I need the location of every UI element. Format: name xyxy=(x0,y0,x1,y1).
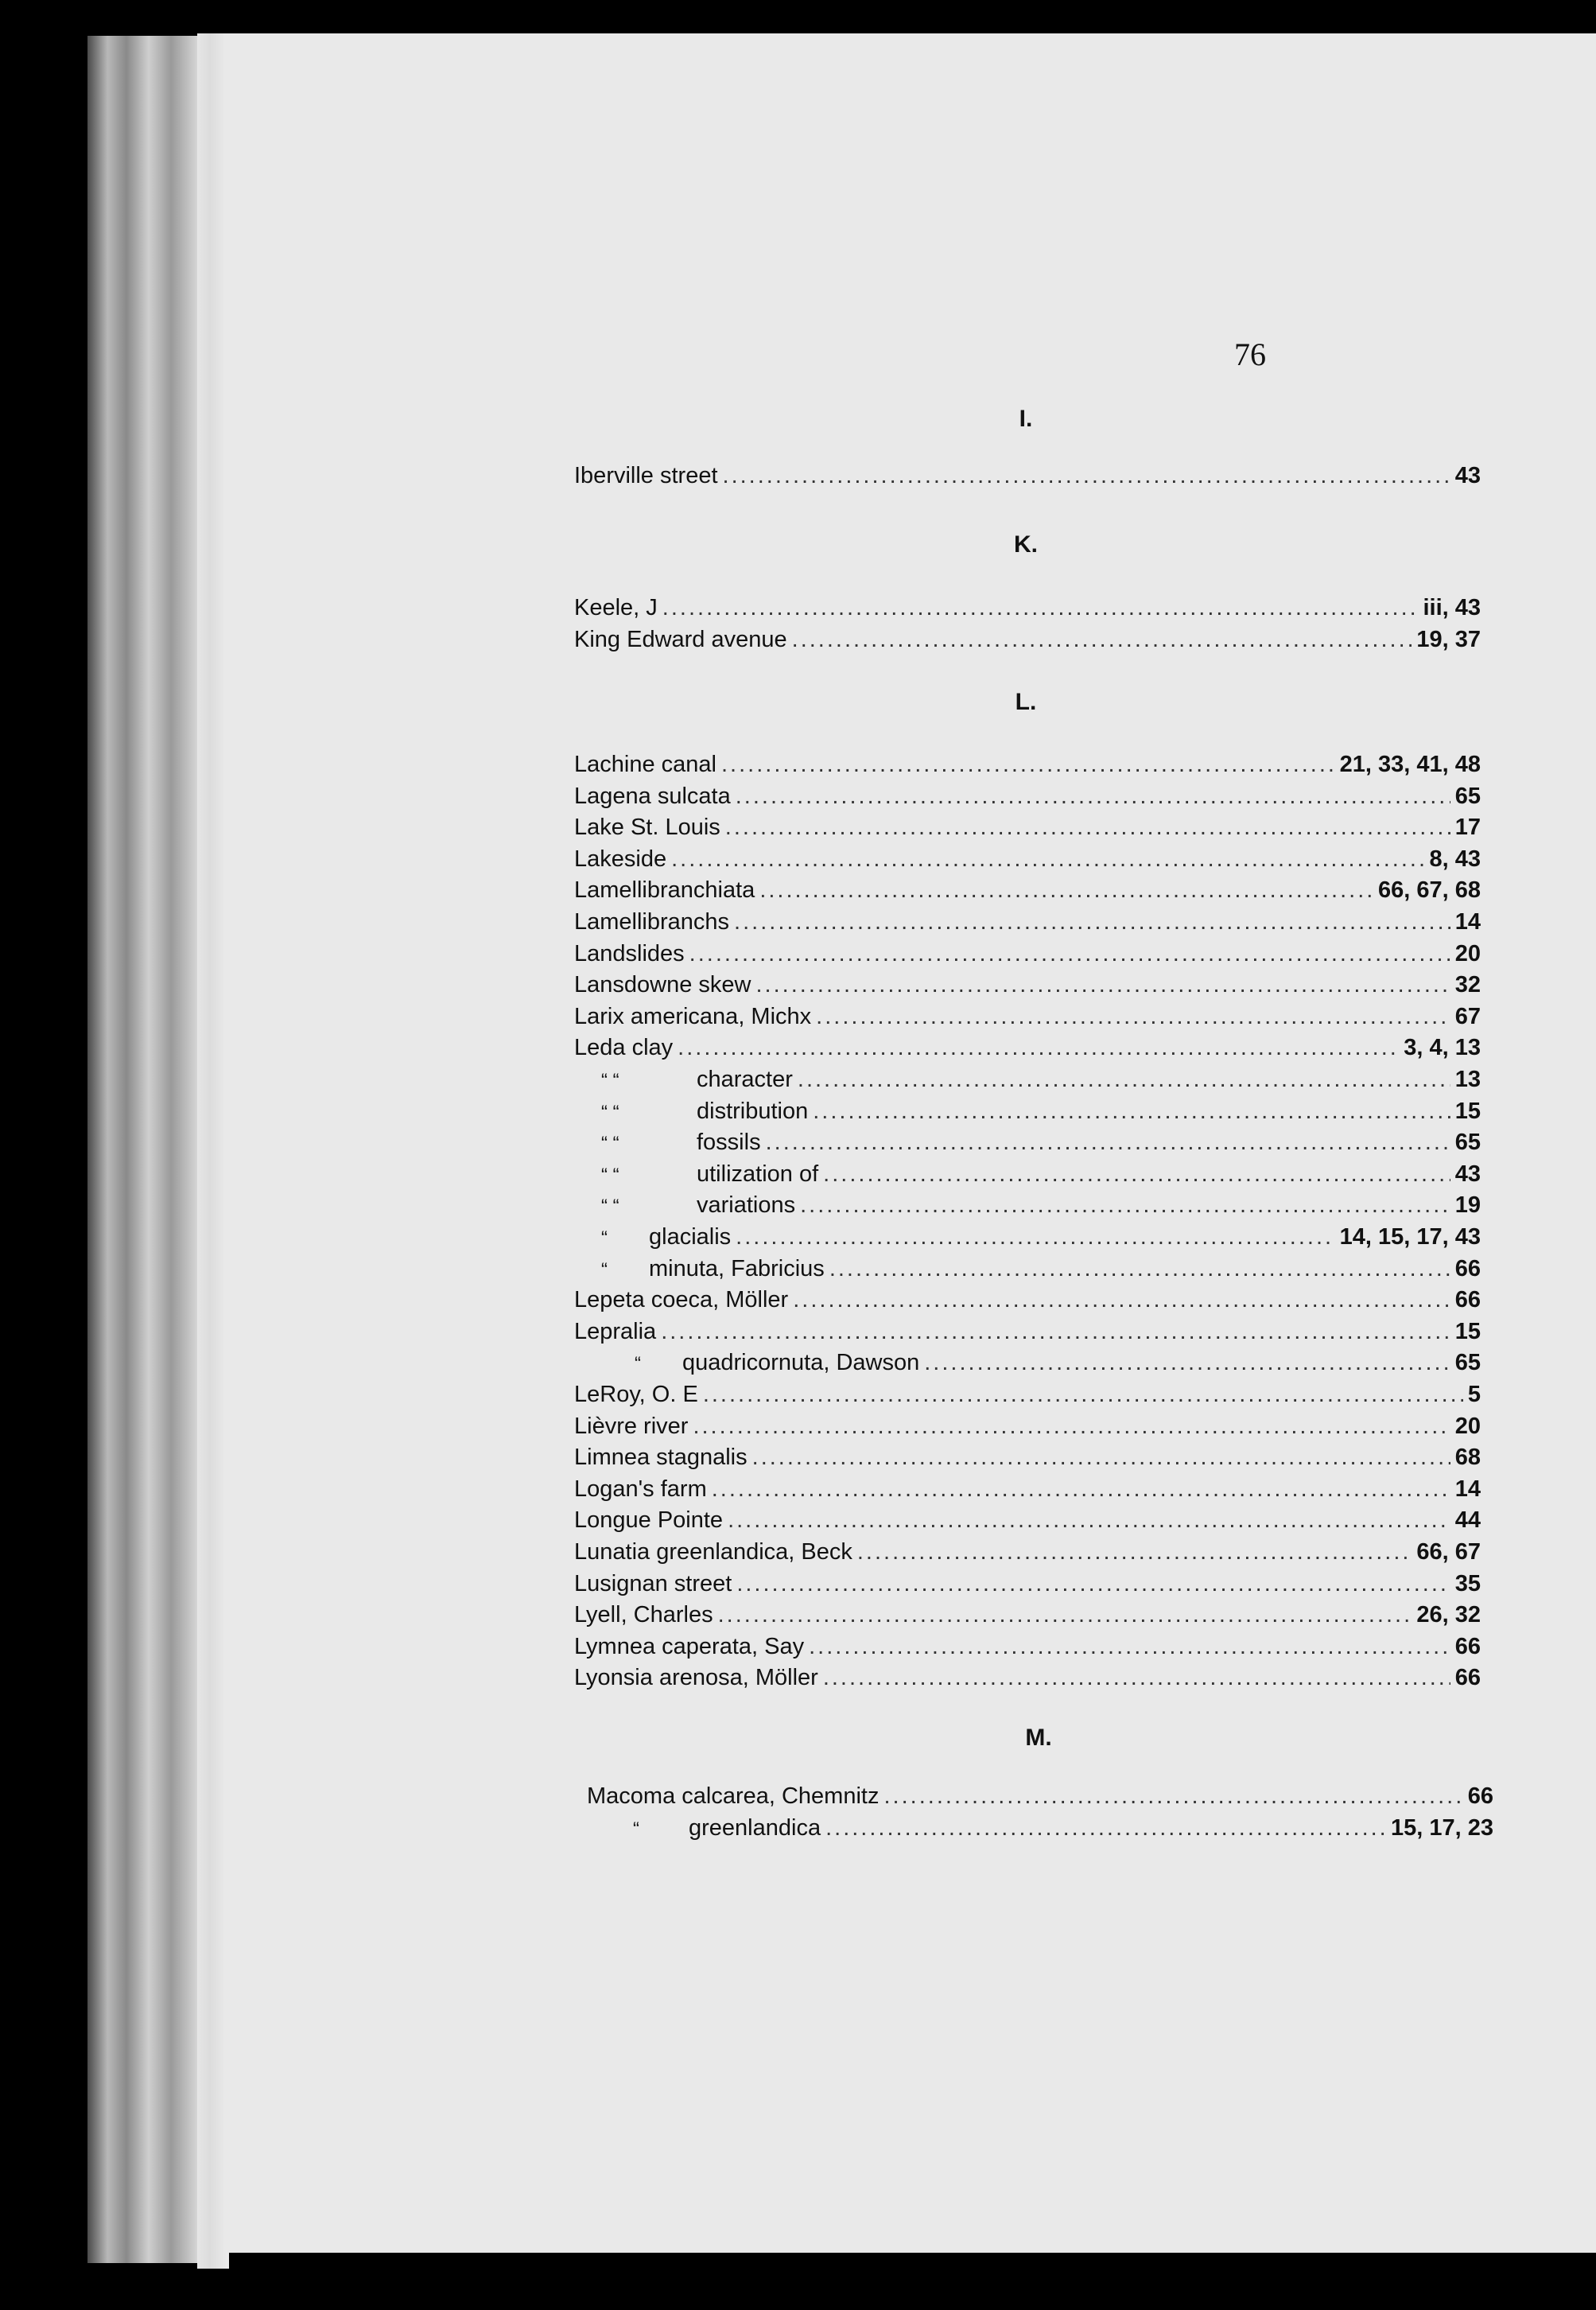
leader-dots xyxy=(736,1224,1334,1250)
index-text xyxy=(224,33,1596,2253)
ditto-mark: “ xyxy=(601,1258,608,1281)
entry-pages: 43 xyxy=(1454,463,1481,488)
section-heading: L. xyxy=(1015,689,1037,715)
leader-dots xyxy=(662,595,1419,621)
entry-pages: 14, 15, 17, 43 xyxy=(1339,1224,1481,1250)
entry-label: Lamellibranchs xyxy=(574,909,730,935)
index-entry xyxy=(574,752,1481,784)
entry-pages: 26, 32 xyxy=(1416,1602,1481,1628)
index-entry xyxy=(574,1602,1481,1634)
leader-dots xyxy=(736,784,1450,810)
index-entry xyxy=(587,1815,1493,1847)
page-number: 76 xyxy=(1234,336,1266,372)
entry-label: Iberville street xyxy=(574,463,718,488)
entry-pages: 66 xyxy=(1454,1287,1481,1313)
entry-label: Leda clay xyxy=(574,1035,674,1061)
index-entry xyxy=(574,1414,1481,1445)
index-entry xyxy=(574,1571,1481,1603)
leader-dots xyxy=(823,1161,1450,1188)
entry-pages: 15 xyxy=(1454,1318,1481,1344)
section-heading: M. xyxy=(1025,1725,1052,1751)
index-entry xyxy=(574,1665,1481,1697)
leader-dots xyxy=(678,1035,1399,1061)
entry-pages: 66 xyxy=(1467,1783,1493,1809)
leader-dots xyxy=(721,752,1335,778)
entry-pages: 5 xyxy=(1467,1382,1481,1407)
entry-label: distribution xyxy=(697,1098,809,1124)
entry-pages: 32 xyxy=(1454,972,1481,998)
entry-pages: 65 xyxy=(1454,1350,1481,1376)
entry-label: Logan's farm xyxy=(574,1476,707,1502)
section-heading: I. xyxy=(1019,406,1033,432)
book-page xyxy=(224,33,1596,2253)
entry-label: quadricornuta, Dawson xyxy=(682,1350,920,1376)
entry-pages: 67 xyxy=(1454,1003,1481,1029)
ditto-mark: “ “ xyxy=(601,1101,619,1123)
entry-label: greenlandica xyxy=(689,1814,821,1841)
entry-pages: 13 xyxy=(1454,1067,1481,1092)
entry-pages: 43 xyxy=(1454,1161,1481,1187)
leader-dots xyxy=(736,1571,1450,1597)
leader-dots xyxy=(728,1507,1450,1534)
entry-pages: 8, 43 xyxy=(1429,846,1481,872)
entry-label: glacialis xyxy=(649,1224,732,1250)
leader-dots xyxy=(813,1099,1450,1125)
entry-label: King Edward avenue xyxy=(574,626,787,652)
entry-label: utilization of xyxy=(697,1161,819,1187)
index-entry xyxy=(574,846,1481,878)
index-entry xyxy=(574,815,1481,846)
leader-dots xyxy=(752,1445,1450,1471)
entry-label: Lyell, Charles xyxy=(574,1602,713,1628)
entry-pages: 3, 4, 13 xyxy=(1404,1035,1481,1061)
entry-pages: 17 xyxy=(1454,815,1481,841)
entry-label: Limnea stagnalis xyxy=(574,1445,748,1471)
entry-label: Keele, J xyxy=(574,595,658,620)
ditto-mark: “ “ xyxy=(601,1070,619,1091)
entry-pages: 65 xyxy=(1454,1130,1481,1156)
entry-label: Lakeside xyxy=(574,846,667,872)
leader-dots xyxy=(800,1192,1450,1219)
leader-dots xyxy=(755,972,1450,998)
index-entry xyxy=(574,1130,1481,1161)
index-entry xyxy=(574,1161,1481,1193)
entry-label: Lymnea caperata, Say xyxy=(574,1633,805,1659)
index-entry xyxy=(574,1224,1481,1256)
entry-pages: 15, 17, 23 xyxy=(1391,1814,1493,1841)
index-entry xyxy=(574,877,1481,909)
index-entry xyxy=(574,1256,1481,1288)
entry-pages: 35 xyxy=(1454,1570,1481,1596)
leader-dots xyxy=(703,1382,1463,1408)
entry-pages: 14 xyxy=(1454,1476,1481,1502)
book-gutter xyxy=(87,36,199,2263)
entry-label: Lyonsia arenosa, Möller xyxy=(574,1665,818,1691)
entry-pages: 65 xyxy=(1454,783,1481,809)
leader-dots xyxy=(725,815,1450,841)
index-entry xyxy=(574,1319,1481,1351)
leader-dots xyxy=(734,909,1450,935)
leader-dots xyxy=(816,1004,1450,1030)
entry-pages: 19, 37 xyxy=(1416,626,1481,652)
entry-pages: iii, 43 xyxy=(1423,595,1481,620)
index-entry xyxy=(574,1507,1481,1539)
entry-label: Lachine canal xyxy=(574,752,716,777)
leader-dots xyxy=(798,1067,1450,1093)
leader-dots xyxy=(718,1602,1412,1628)
leader-dots xyxy=(792,627,1412,653)
leader-dots xyxy=(671,846,1424,873)
leader-dots xyxy=(825,1815,1386,1841)
entry-pages: 66 xyxy=(1454,1665,1481,1691)
entry-label: Lake St. Louis xyxy=(574,815,720,841)
entry-label: LeRoy, O. E xyxy=(574,1382,698,1407)
entry-pages: 66, 67 xyxy=(1416,1539,1481,1565)
entry-label: Macoma calcarea, Chemnitz xyxy=(587,1783,880,1809)
leader-dots xyxy=(689,941,1450,967)
entry-label: Lièvre river xyxy=(574,1413,689,1439)
section-heading: K. xyxy=(1014,531,1038,558)
entry-pages: 66 xyxy=(1454,1255,1481,1281)
index-entry xyxy=(574,627,1481,659)
index-entry xyxy=(574,1099,1481,1130)
index-entry xyxy=(574,1634,1481,1666)
leader-dots xyxy=(661,1319,1450,1345)
leader-dots xyxy=(712,1476,1450,1503)
index-entry xyxy=(574,941,1481,973)
leader-dots xyxy=(924,1350,1450,1376)
leader-dots xyxy=(829,1256,1450,1282)
index-entry xyxy=(574,595,1481,627)
leader-dots xyxy=(809,1634,1450,1660)
leader-dots xyxy=(823,1665,1450,1691)
entry-label: Lepralia xyxy=(574,1318,657,1344)
entry-pages: 15 xyxy=(1454,1098,1481,1124)
index-entry xyxy=(574,1539,1481,1571)
entry-label: Lunatia greenlandica, Beck xyxy=(574,1539,852,1565)
index-entry xyxy=(574,1382,1481,1414)
leader-dots xyxy=(883,1783,1462,1810)
entry-label: variations xyxy=(697,1192,796,1219)
ditto-mark: “ xyxy=(635,1353,641,1375)
index-entry xyxy=(574,1350,1481,1382)
ditto-mark: “ xyxy=(601,1227,608,1249)
entry-pages: 20 xyxy=(1454,940,1481,966)
index-entry xyxy=(574,1035,1481,1067)
index-entry xyxy=(574,1287,1481,1319)
leader-dots xyxy=(766,1130,1450,1156)
index-entry xyxy=(574,784,1481,815)
index-entry xyxy=(574,463,1481,495)
entry-label: Longue Pointe xyxy=(574,1507,724,1534)
entry-label: character xyxy=(697,1067,793,1092)
entry-pages: 20 xyxy=(1454,1413,1481,1439)
leader-dots xyxy=(759,877,1373,904)
entry-label: Landslides xyxy=(574,940,685,966)
index-entry xyxy=(574,1067,1481,1099)
index-entry xyxy=(574,972,1481,1004)
entry-pages: 68 xyxy=(1454,1445,1481,1471)
entry-pages: 44 xyxy=(1454,1507,1481,1534)
leader-dots xyxy=(793,1287,1450,1313)
entry-label: Lansdowne skew xyxy=(574,972,751,998)
ditto-mark: “ “ xyxy=(601,1164,619,1186)
leader-dots xyxy=(723,463,1450,489)
index-entry xyxy=(574,1192,1481,1224)
index-entry xyxy=(574,909,1481,941)
entry-label: Lepeta coeca, Möller xyxy=(574,1287,789,1313)
leader-dots xyxy=(693,1414,1450,1440)
ditto-mark: “ xyxy=(633,1818,639,1840)
entry-label: Lusignan street xyxy=(574,1570,732,1596)
entry-pages: 66, 67, 68 xyxy=(1378,877,1481,904)
entry-label: Larix americana, Michx xyxy=(574,1003,812,1029)
entry-label: Lagena sulcata xyxy=(574,783,731,809)
ditto-mark: “ “ xyxy=(601,1196,619,1218)
index-entry xyxy=(574,1476,1481,1508)
entry-pages: 66 xyxy=(1454,1633,1481,1659)
entry-label: Lamellibranchiata xyxy=(574,877,755,904)
entry-pages: 14 xyxy=(1454,909,1481,935)
index-entry xyxy=(574,1004,1481,1036)
index-entry xyxy=(587,1783,1493,1815)
entry-label: fossils xyxy=(697,1130,761,1156)
ditto-mark: “ “ xyxy=(601,1133,619,1155)
leader-dots xyxy=(857,1539,1412,1565)
entry-pages: 19 xyxy=(1454,1192,1481,1219)
entry-label: minuta, Fabricius xyxy=(649,1255,825,1281)
entry-pages: 21, 33, 41, 48 xyxy=(1339,752,1481,777)
index-entry xyxy=(574,1445,1481,1476)
